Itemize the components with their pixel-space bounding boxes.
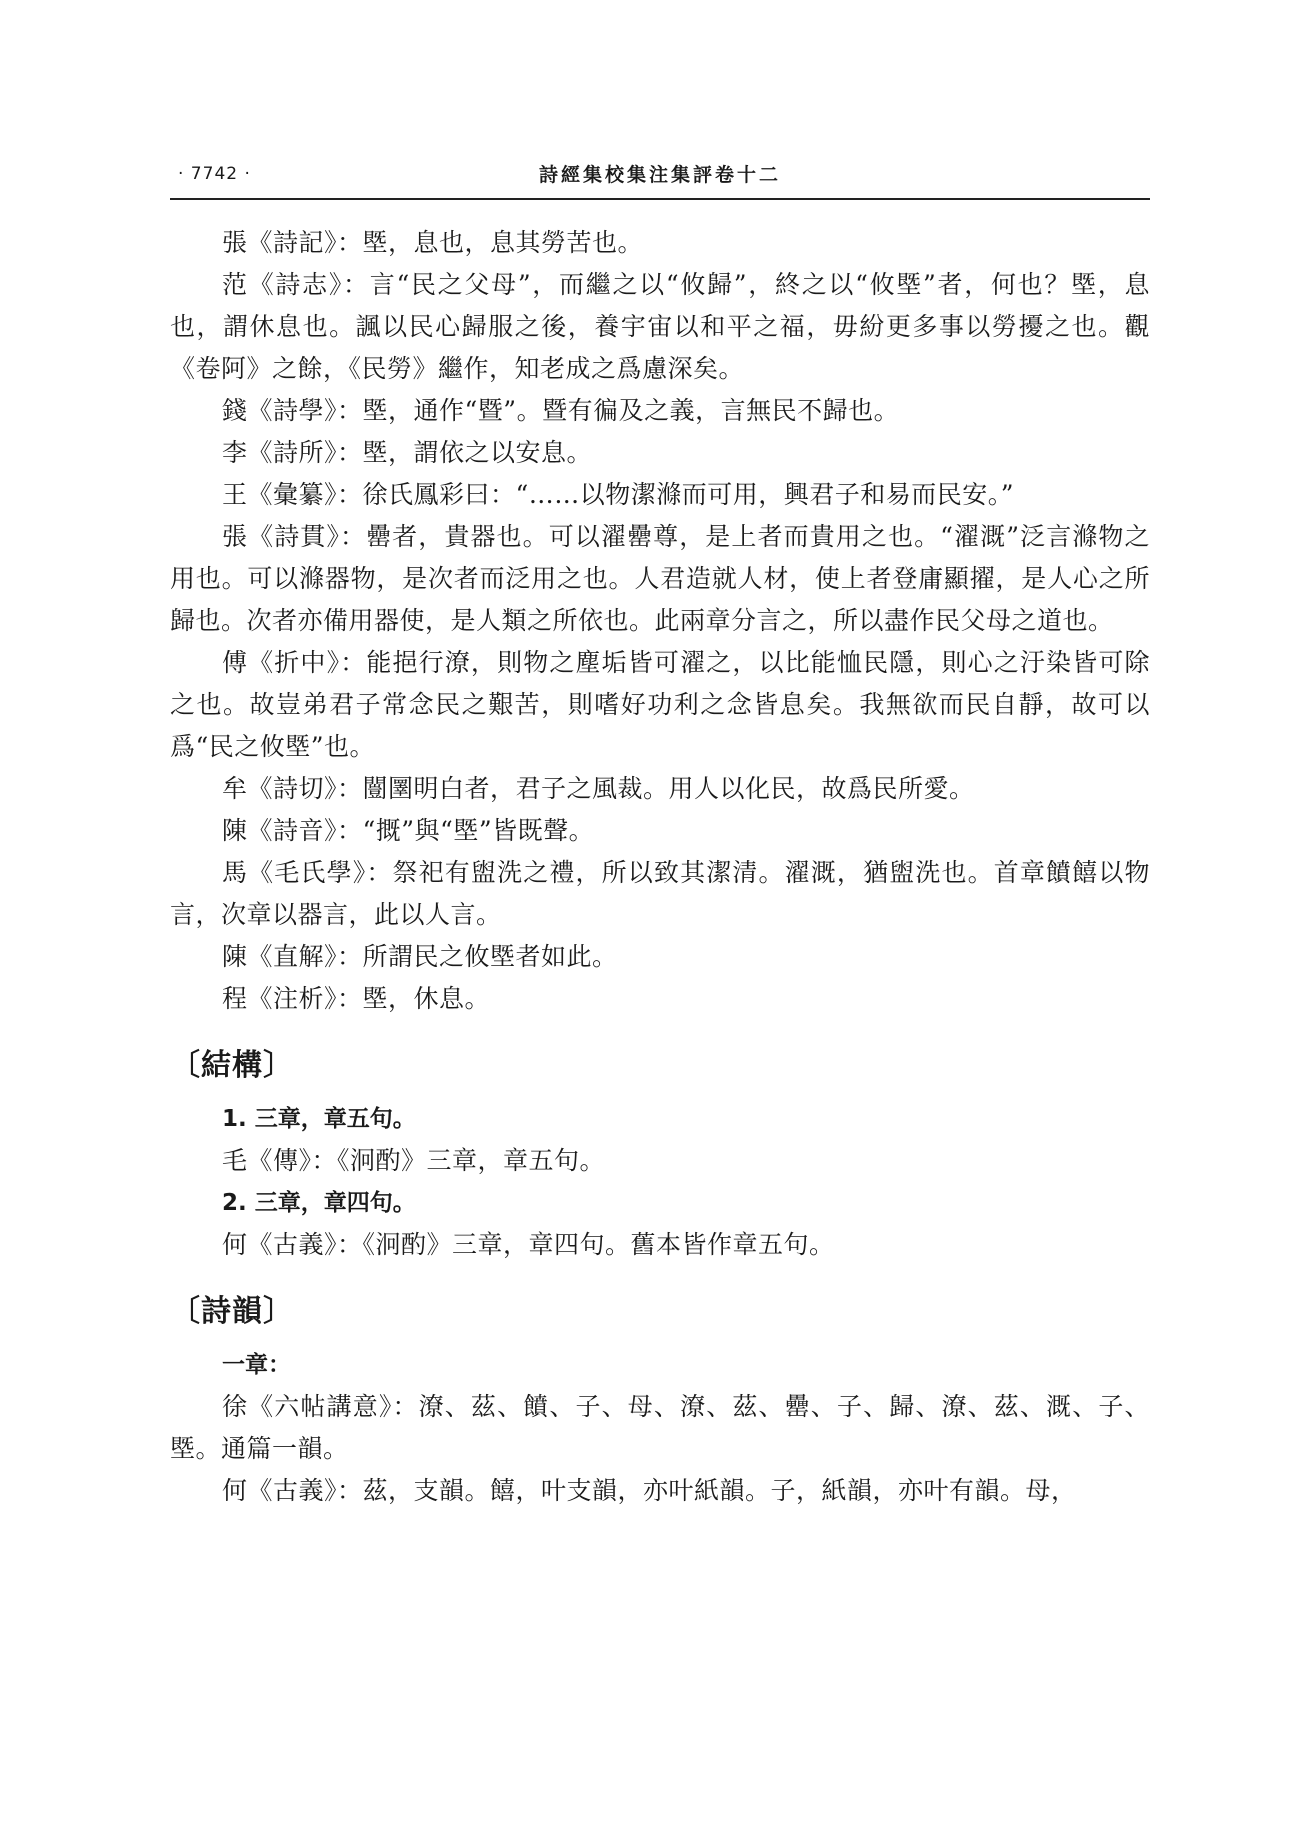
running-title: 詩經集校集注集評卷十二 <box>538 164 781 186</box>
commentary-paragraph: 傅《折中》：能挹行潦，則物之塵垢皆可濯之，以比能恤民隱，則心之汙染皆可除之也。故豈弟君子常念民之艱苦，則嗜好功利之念皆息矣。我無欲而民自靜，故可以爲“民之攸塈”也。 <box>170 648 1150 761</box>
commentary-paragraph: 錢《詩學》：塈，通作“暨”。暨有徧及之義，言無民不歸也。 <box>222 396 900 425</box>
commentary-paragraph: 陳《詩音》：“摡”與“塈”皆既聲。 <box>222 816 595 845</box>
section-title-structure: 〔結構〕 <box>170 1048 294 1083</box>
structure-item-text: 何《古義》：《泂酌》三章，章四句。舊本皆作章五句。 <box>222 1230 835 1259</box>
commentary-paragraph: 陳《直解》：所謂民之攸塈者如此。 <box>222 942 618 971</box>
structure-item-text: 毛《傳》：《泂酌》三章，章五句。 <box>222 1146 606 1175</box>
section-title-rhyme: 〔詩韻〕 <box>170 1294 294 1329</box>
commentary-paragraph: 范《詩志》：言“民之父母”，而繼之以“攸歸”，終之以“攸塈”者，何也？塈，息也，謂休息也。諷以民心歸服之後，養宇宙以和平之福，毋紛更多事以勞擾之也。觀《卷阿》之餘，《民勞》繼作，知老成之爲慮深矣。 <box>170 270 1150 383</box>
commentary-paragraph: 李《詩所》：塈，謂依之以安息。 <box>222 438 593 467</box>
commentary-paragraph: 牟《詩切》：闓圛明白者，君子之風裁。用人以化民，故爲民所愛。 <box>222 774 975 803</box>
rhyme-chapter-heading: 一章： <box>222 1352 291 1378</box>
page-body <box>170 222 1150 1512</box>
header-rule <box>170 198 1150 200</box>
commentary-paragraph: 程《注析》：塈，休息。 <box>222 984 491 1013</box>
rhyme-paragraph: 何《古義》：茲，支韻。饎，叶支韻，亦叶紙韻。子，紙韻，亦叶有韻。母， <box>222 1476 1077 1505</box>
rhyme-paragraph: 徐《六帖講意》：潦、茲、饙、子、母、潦、茲、罍、子、歸、潦、茲、溉、子、塈。通篇一韻。 <box>170 1392 1150 1463</box>
commentary-paragraph: 張《詩記》：塈，息也，息其勞苦也。 <box>222 228 644 257</box>
commentary-paragraph: 王《彙纂》：徐氏鳳彩曰：“……以物潔滌而可用，興君子和易而民安。” <box>222 480 1015 509</box>
commentary-paragraph: 馬《毛氏學》：祭祀有盥洗之禮，所以致其潔清。濯溉，猶盥洗也。首章饙饎以物言，次章以器言，此以人言。 <box>170 858 1150 929</box>
page-number: · 7742 · <box>178 164 251 184</box>
structure-item-heading: 1. 三章，章五句。 <box>222 1106 416 1132</box>
page-header <box>170 160 1150 200</box>
commentary-paragraph: 張《詩貫》：罍者，貴器也。可以濯罍尊，是上者而貴用之也。“濯溉”泛言滌物之用也。可以滌器物，是次者而泛用之也。人君造就人材，使上者登庸顯擢，是人心之所歸也。次者亦備用器使，是人類之所依也。此兩章分言之，所以盡作民父母之道也。 <box>170 522 1150 635</box>
structure-item-heading: 2. 三章，章四句。 <box>222 1190 416 1216</box>
